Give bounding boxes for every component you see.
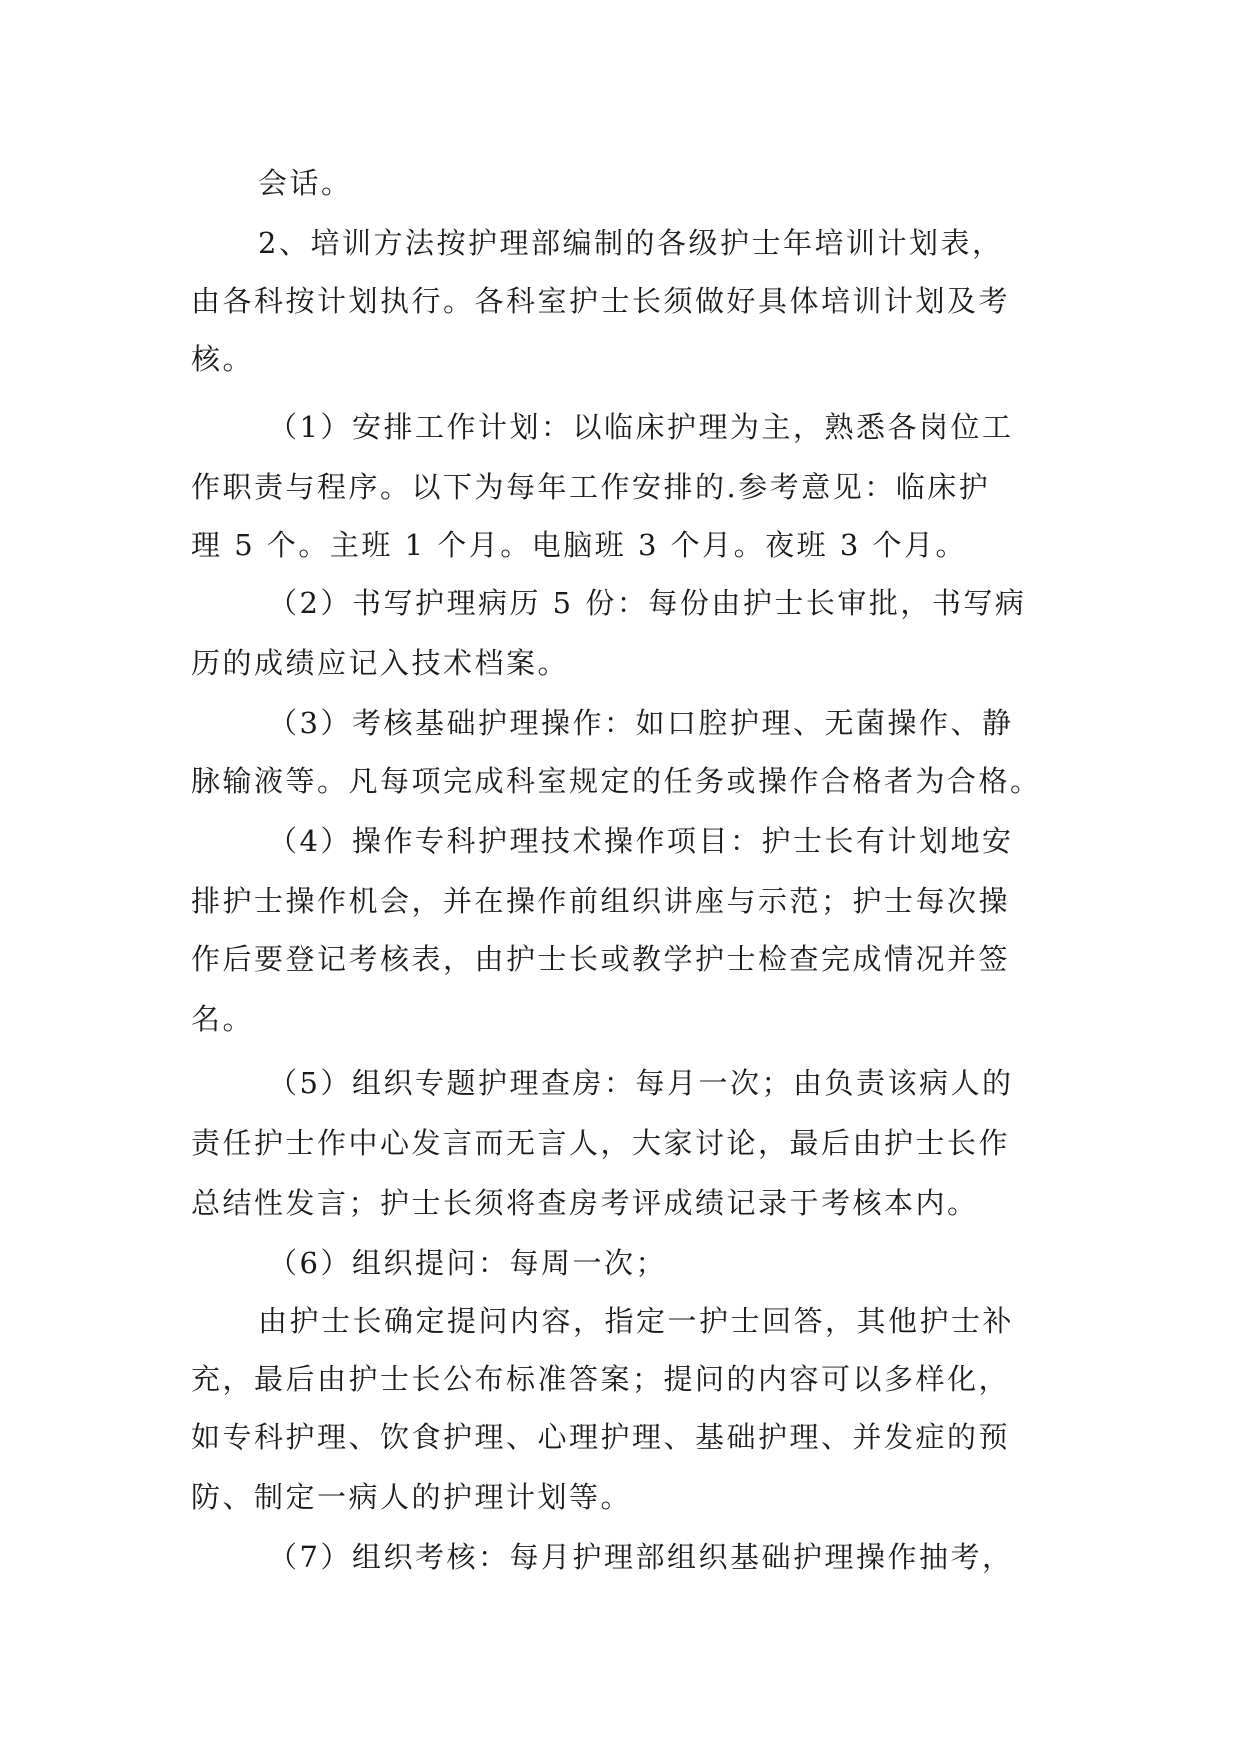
text-line: 防、制定一病人的护理计划等。	[191, 1480, 633, 1514]
text-line: （3）考核基础护理操作：如口腔护理、无菌操作、静	[268, 706, 1014, 740]
text-line: 名。	[191, 1002, 255, 1036]
text-line: 总结性发言；护士长须将查房考评成绩记录于考核本内。	[191, 1186, 979, 1220]
text-line: 充，最后由护士长公布标准答案；提问的内容可以多样化，	[191, 1362, 1011, 1396]
text-line: （6）组织提问：每周一次；	[268, 1246, 667, 1280]
text-line: 历的成绩应记入技术档案。	[191, 646, 570, 680]
text-line: 责任护士作中心发言而无言人，大家讨论，最后由护士长作	[191, 1126, 1011, 1160]
text-line: 排护士操作机会，并在操作前组织讲座与示范；护士每次操	[191, 884, 1011, 918]
text-line: 作后要登记考核表，由护士长或教学护士检查完成情况并签	[191, 942, 1011, 976]
text-line: 如专科护理、饮食护理、心理护理、基础护理、并发症的预	[191, 1420, 1011, 1454]
text-line: （1）安排工作计划：以临床护理为主，熟悉各岗位工	[268, 410, 1014, 444]
text-line: 核。	[191, 342, 255, 376]
text-line: 会话。	[258, 166, 353, 200]
text-line: 作职责与程序。以下为每年工作安排的.参考意见：临床护	[191, 470, 991, 504]
text-line: 由护士长确定提问内容，指定一护士回答，其他护士补	[258, 1304, 1015, 1338]
text-line: 理 5 个。主班 1 个月。电脑班 3 个月。夜班 3 个月。	[191, 528, 968, 562]
text-line: 由各科按计划执行。各科室护士长须做好具体培训计划及考	[191, 284, 1011, 318]
text-line: 2、培训方法按护理部编制的各级护士年培训计划表，	[258, 226, 1004, 260]
text-line: 脉输液等。凡每项完成科室规定的任务或操作合格者为合格。	[191, 764, 1042, 798]
text-line: （4）操作专科护理技术操作项目：护士长有计划地安	[268, 824, 1014, 858]
text-line: （2）书写护理病历 5 份：每份由护士长审批，书写病	[268, 586, 1027, 620]
text-line: （5）组织专题护理查房：每月一次；由负责该病人的	[268, 1066, 1014, 1100]
text-line: （7）组织考核：每月护理部组织基础护理操作抽考，	[268, 1540, 1014, 1574]
